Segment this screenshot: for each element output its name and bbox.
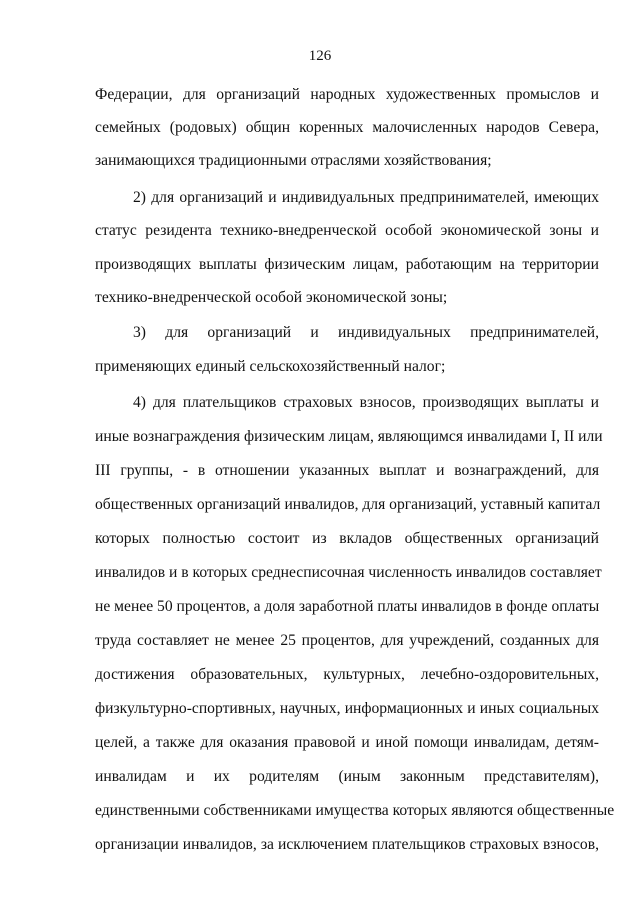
text-line: семейных (родовых) общин коренных малочисленных народов Севера, — [95, 119, 599, 136]
text-line: организации инвалидов, за исключением плательщиков страховых взносов, — [95, 836, 599, 853]
text-line: достижения образовательных, культурных, лечебно-оздоровительных, — [95, 666, 599, 683]
text-line: целей, а также для оказания правовой и иной помощи инвалидам, детям- — [95, 734, 599, 751]
text-line: инвалидам и их родителям (иным законным представителям), — [95, 768, 599, 785]
text-line: занимающихся традиционными отраслями хозяйствования; — [95, 152, 492, 169]
text-line: технико-внедренческой особой экономической зоны; — [95, 289, 448, 306]
text-line: статус резидента технико-внедренческой особой экономической зоны и — [95, 222, 599, 239]
page-number: 126 — [308, 48, 332, 64]
text-line: 2) для организаций и индивидуальных предпринимателей, имеющих — [133, 189, 599, 206]
text-line: труда составляет не менее 25 процентов, для учреждений, созданных для — [95, 632, 599, 649]
text-line: единственными собственниками имущества которых являются общественные — [95, 802, 615, 819]
text-line: которых полностью состоит из вкладов общественных организаций — [95, 530, 599, 547]
text-line: инвалидов и в которых среднесписочная численность инвалидов составляет — [95, 564, 602, 581]
text-line: не менее 50 процентов, а доля заработной платы инвалидов в фонде оплаты — [95, 598, 600, 615]
text-line: применяющих единый сельскохозяйственный налог; — [95, 358, 446, 375]
text-line: иные вознаграждения физическим лицам, являющимся инвалидами I, II или — [95, 428, 603, 445]
text-line: 4) для плательщиков страховых взносов, производящих выплаты и — [133, 394, 599, 411]
text-line: III группы, - в отношении указанных выплат и вознаграждений, для — [95, 462, 599, 479]
text-line: производящих выплаты физическим лицам, работающим на территории — [95, 256, 599, 273]
text-line: общественных организаций инвалидов, для организаций, уставный капитал — [95, 496, 601, 513]
text-line: Федерации, для организаций народных художественных промыслов и — [95, 86, 599, 103]
text-line: 3) для организаций и индивидуальных предпринимателей, — [133, 324, 599, 341]
text-line: физкультурно-спортивных, научных, информационных и иных социальных — [95, 700, 599, 717]
